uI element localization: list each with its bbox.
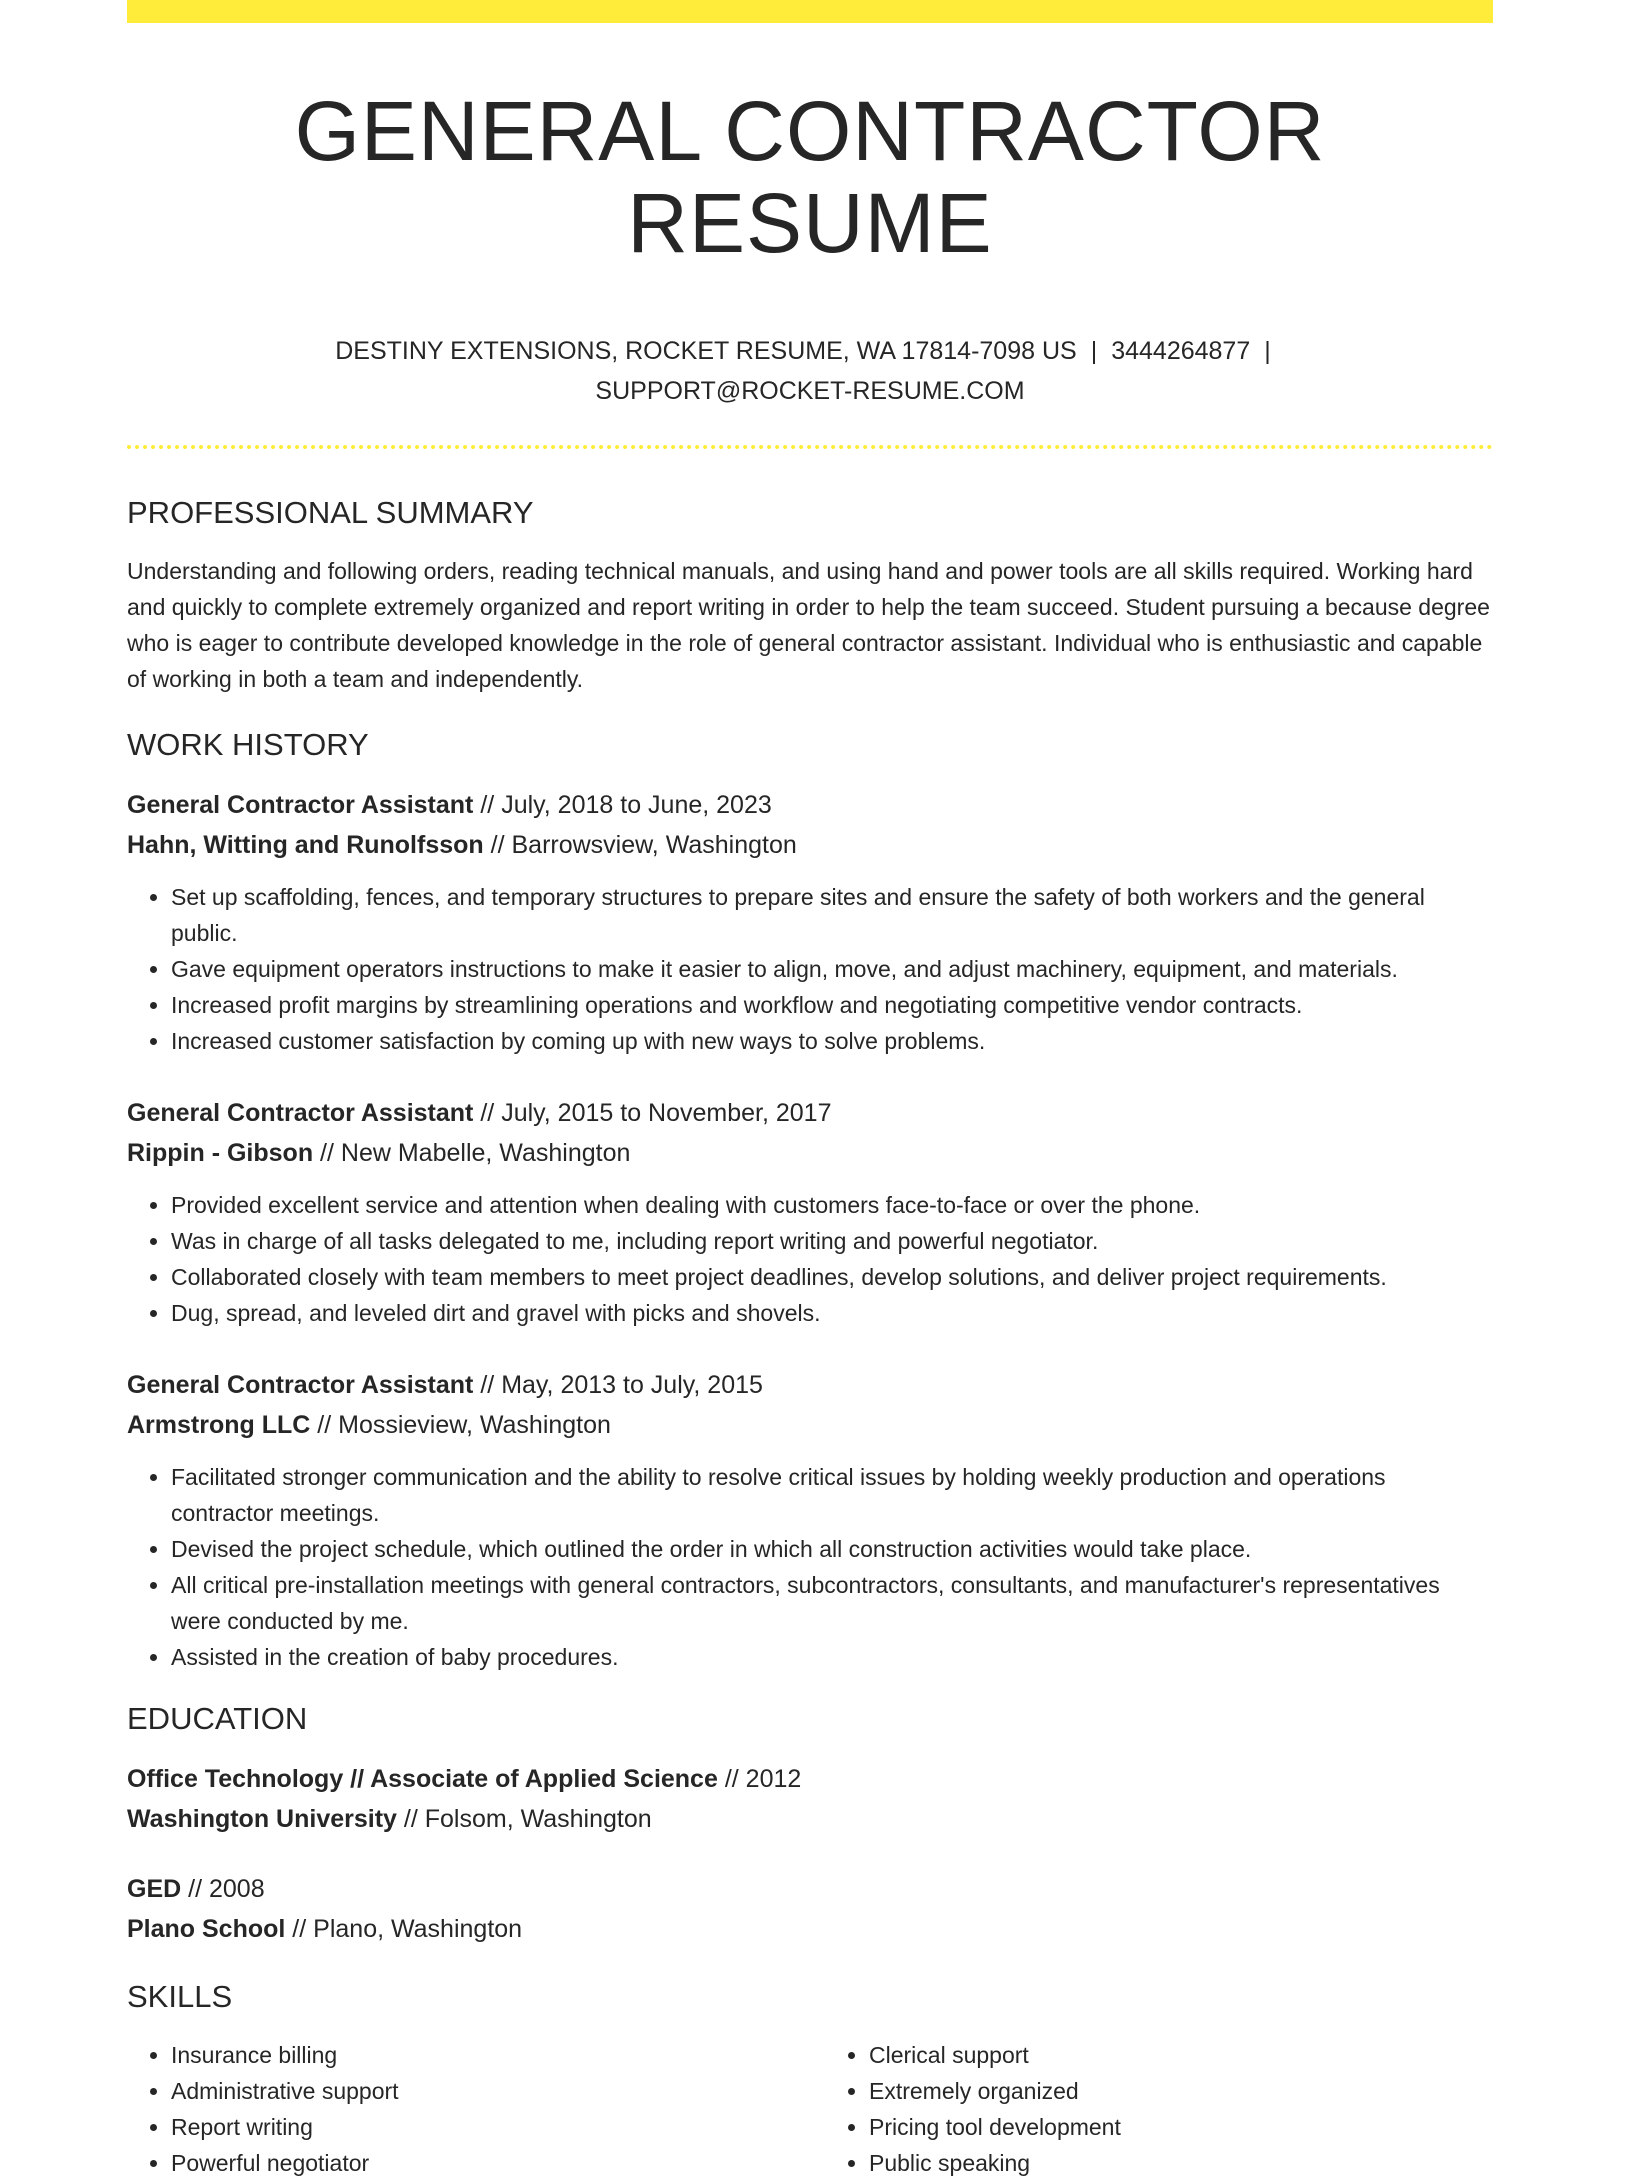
job-title: General Contractor Assistant: [127, 791, 474, 819]
job-bullet: • Gave equipment operators instructions to make it easier to align, move, and adjust machinery, equipment, and materials.: [171, 951, 1493, 987]
job-bullet: • Was in charge of all tasks delegated to me, including report writing and powerful negotiator.: [171, 1223, 1493, 1259]
separator: //: [181, 1875, 209, 1903]
job-bullet: • All critical pre-installation meetings with general contractors, subcontractors, consultants, and manufacturer's representatives were conducted by me.: [171, 1567, 1493, 1639]
skill-item: • Extremely organized: [869, 2073, 1493, 2109]
degree: Office Technology // Associate of Applied Science: [127, 1765, 718, 1793]
job-dates: May, 2013 to July, 2015: [501, 1371, 763, 1399]
school: Washington University: [127, 1805, 397, 1833]
degree-line: [127, 1759, 1493, 1799]
job-title: General Contractor Assistant: [127, 1099, 474, 1127]
skill-item: • Insurance billing: [171, 2037, 795, 2073]
skill-item: • Report writing: [171, 2109, 795, 2145]
contact-separator: |: [1090, 337, 1098, 365]
job-bullet: • Dug, spread, and leveled dirt and gravel with picks and shovels.: [171, 1295, 1493, 1331]
contact-info: [320, 331, 1300, 411]
job-company-line: [127, 1133, 1493, 1173]
accent-bar: [127, 0, 1493, 23]
education-entry: [127, 1759, 1493, 1839]
separator: //: [473, 1099, 502, 1127]
job-bullet: • Increased customer satisfaction by coming up with new ways to solve problems.: [171, 1023, 1493, 1059]
separator: //: [285, 1915, 314, 1943]
job-company-line: [127, 825, 1493, 865]
summary-heading: PROFESSIONAL SUMMARY: [127, 495, 534, 530]
skills-heading: SKILLS: [127, 1979, 233, 2014]
job-bullet: • Set up scaffolding, fences, and temporary structures to prepare sites and ensure the safety of both workers and the general public.: [171, 879, 1493, 951]
job-bullet: • Devised the project schedule, which outlined the order in which all construction activities would take place.: [171, 1531, 1493, 1567]
degree-year: 2012: [745, 1765, 802, 1793]
job-dates: July, 2015 to November, 2017: [501, 1099, 832, 1127]
job-title-line: [127, 785, 1493, 825]
job-bullets: [127, 879, 1493, 1059]
job-company: Hahn, Witting and Runolfsson: [127, 831, 484, 859]
separator: //: [473, 1371, 502, 1399]
separator: //: [717, 1765, 746, 1793]
work-history-heading: WORK HISTORY: [127, 727, 369, 762]
skills-column-left: [127, 2037, 795, 2181]
school-line: [127, 1799, 1493, 1839]
job-location: Mossieview, Washington: [338, 1411, 611, 1439]
resume-title: GENERAL CONTRACTOR RESUME: [294, 84, 1326, 270]
school-location: Folsom, Washington: [424, 1805, 652, 1833]
job-bullets: [127, 1187, 1493, 1331]
skill-item: • Clerical support: [869, 2037, 1493, 2073]
separator: //: [310, 1411, 339, 1439]
education-heading: EDUCATION: [127, 1701, 308, 1736]
job-location: Barrowsview, Washington: [511, 831, 797, 859]
job-bullet: • Provided excellent service and attention when dealing with customers face-to-face or over the phone.: [171, 1187, 1493, 1223]
school: Plano School: [127, 1915, 286, 1943]
contact-email: SUPPORT@ROCKET-RESUME.COM: [595, 377, 1025, 405]
job-bullet: • Facilitated stronger communication and the ability to resolve critical issues by holding weekly production and operations contractor meetings.: [171, 1459, 1493, 1531]
job-entry: [127, 785, 1493, 1059]
job-bullet: • Assisted in the creation of baby procedures.: [171, 1639, 1493, 1675]
job-entry: [127, 1365, 1493, 1675]
skills-list: [127, 2037, 1493, 2181]
skill-item: • Administrative support: [171, 2073, 795, 2109]
contact-address: DESTINY EXTENSIONS, ROCKET RESUME, WA 17814-7098 US: [335, 337, 1077, 365]
job-company: Rippin - Gibson: [127, 1139, 314, 1167]
contact-separator: |: [1264, 337, 1271, 365]
skill-item: • Pricing tool development: [869, 2109, 1493, 2145]
job-title: General Contractor Assistant: [127, 1371, 474, 1399]
separator: //: [473, 791, 502, 819]
job-company-line: [127, 1405, 1493, 1445]
skill-item: • Powerful negotiator: [171, 2145, 795, 2181]
job-dates: July, 2018 to June, 2023: [501, 791, 772, 819]
school-line: [127, 1909, 1493, 1949]
job-bullet: • Increased profit margins by streamlining operations and workflow and negotiating competitive vendor contracts.: [171, 987, 1493, 1023]
summary-text: Understanding and following orders, reading technical manuals, and using hand and power tools are all skills required. Working hard and quickly to complete extremely organized and report writing in order to help the team succeed. Student pursuing a because degree who is eager to contribute developed knowledge in the role of general contractor assistant. Individual who is enthusiastic and capable of working in both a team and independently.: [127, 558, 1490, 692]
job-bullet: • Collaborated closely with team members to meet project deadlines, develop solutions, and deliver project requirements.: [171, 1259, 1493, 1295]
job-location: New Mabelle, Washington: [340, 1139, 631, 1167]
job-entry: [127, 1093, 1493, 1331]
degree: GED: [127, 1875, 182, 1903]
skill-item: • Public speaking: [869, 2145, 1493, 2181]
school-location: Plano, Washington: [313, 1915, 523, 1943]
separator: //: [396, 1805, 425, 1833]
section-divider: [127, 445, 1493, 449]
resume-page: [127, 0, 1493, 2181]
separator: //: [483, 831, 512, 859]
job-title-line: [127, 1093, 1493, 1133]
job-title-line: [127, 1365, 1493, 1405]
job-bullets: [127, 1459, 1493, 1675]
job-company: Armstrong LLC: [127, 1411, 311, 1439]
degree-year: 2008: [208, 1875, 265, 1903]
skills-column-right: [825, 2037, 1493, 2181]
separator: //: [313, 1139, 341, 1167]
education-entry: [127, 1869, 1493, 1949]
contact-phone: 3444264877: [1111, 337, 1251, 365]
degree-line: [127, 1869, 1493, 1909]
